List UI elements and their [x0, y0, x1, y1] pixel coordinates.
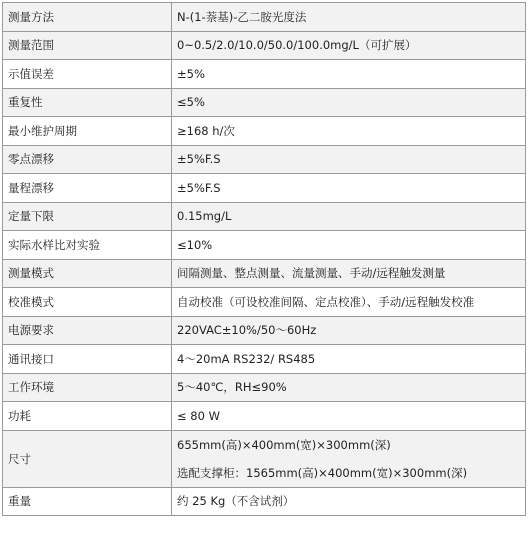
row-value: ±5%	[172, 60, 526, 89]
row-value: ±5%F.S	[172, 174, 526, 203]
table-row	[3, 373, 526, 402]
table-row	[3, 487, 526, 516]
row-value: ≤10%	[172, 231, 526, 260]
row-label: 工作环境	[3, 373, 172, 402]
row-label: 定量下限	[3, 202, 172, 231]
row-label: 尺寸	[3, 430, 172, 487]
table-row	[3, 88, 526, 117]
row-label: 测量方法	[3, 3, 172, 32]
row-value: ≤ 80 W	[172, 402, 526, 431]
row-label: 功耗	[3, 402, 172, 431]
row-value: ±5%F.S	[172, 145, 526, 174]
table-row	[3, 145, 526, 174]
row-label: 重复性	[3, 88, 172, 117]
table-row	[3, 3, 526, 32]
row-label: 测量范围	[3, 31, 172, 60]
dimension-cabinet: 选配支撑柜：1565mm(高)×400mm(宽)×300mm(深)	[177, 465, 468, 480]
row-label: 示值误差	[3, 60, 172, 89]
row-label: 通讯接口	[3, 345, 172, 374]
table-row	[3, 402, 526, 431]
spec-table	[2, 2, 526, 516]
row-label: 测量模式	[3, 259, 172, 288]
row-value: 自动校准（可设校准间隔、定点校准）、手动/远程触发校准	[172, 288, 526, 317]
table-row	[3, 117, 526, 146]
row-value: 4～20mA RS232/ RS485	[172, 345, 526, 374]
row-value: 间隔测量、整点测量、流量测量、手动/远程触发测量	[172, 259, 526, 288]
row-value: ≤5%	[172, 88, 526, 117]
row-value: 0.15mg/L	[172, 202, 526, 231]
row-label: 量程漂移	[3, 174, 172, 203]
row-label: 实际水样比对实验	[3, 231, 172, 260]
table-row	[3, 316, 526, 345]
table-row	[3, 174, 526, 203]
row-label: 校准模式	[3, 288, 172, 317]
row-value: ≥168 h/次	[172, 117, 526, 146]
table-row	[3, 288, 526, 317]
table-row	[3, 60, 526, 89]
row-label: 零点漂移	[3, 145, 172, 174]
table-row	[3, 430, 526, 487]
row-value: 0~0.5/2.0/10.0/50.0/100.0mg/L（可扩展）	[172, 31, 526, 60]
row-value	[172, 430, 526, 487]
table-row	[3, 231, 526, 260]
dimension-main: 655mm(高)×400mm(宽)×300mm(深)	[177, 437, 391, 452]
row-label: 电源要求	[3, 316, 172, 345]
table-row	[3, 202, 526, 231]
table-row	[3, 31, 526, 60]
row-value: 5～40℃，RH≤90%	[172, 373, 526, 402]
table-row	[3, 259, 526, 288]
row-value: 220VAC±10%/50～60Hz	[172, 316, 526, 345]
row-label: 重量	[3, 487, 172, 516]
row-label: 最小维护周期	[3, 117, 172, 146]
row-value: N-(1-萘基)-乙二胺光度法	[172, 3, 526, 32]
row-value: 约 25 Kg（不含试剂）	[172, 487, 526, 516]
table-row	[3, 345, 526, 374]
